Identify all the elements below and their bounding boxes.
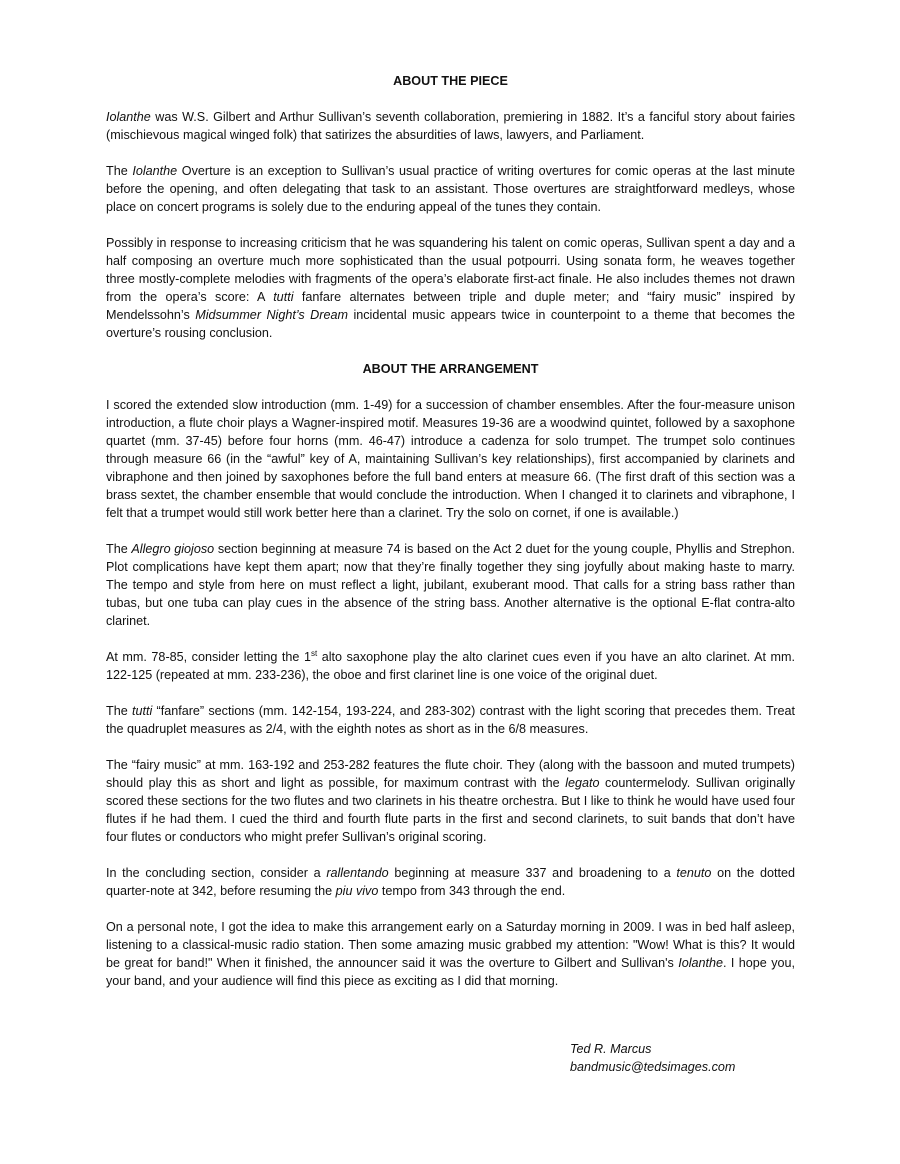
piece-paragraph-3: Possibly in response to increasing criticism that he was squandering his talent on comic operas, Sullivan spent a day and a half composing an overture much more sophisticated than the usual potpourri. Using sonata form, he weaves together three mostly-complete melodies with fragments of the opera’s elaborate first-act finale. He also includes themes not drawn from the opera’s score: A tutti fanfare alternates between triple and duple meter; and “fairy music” inspired by Mendelssohn’s Midsummer Night’s Dream incidental music appears twice in counterpoint to a theme that becomes the overture’s rousing conclusion. <box>106 236 795 340</box>
arrangement-paragraph-4: The tutti “fanfare” sections (mm. 142-154, 193-224, and 283-302) contrast with the light scoring that precedes them. Treat the quadruplet measures as 2/4, with the eighth notes as short as in the 6/8 measures. <box>106 704 795 736</box>
opera-title: Iolanthe <box>106 110 151 124</box>
opera-title: Iolanthe <box>132 164 178 178</box>
opera-title: Iolanthe <box>678 956 724 970</box>
document-page <box>106 72 795 1008</box>
italic-term: tutti <box>131 704 153 718</box>
about-piece-heading: ABOUT THE PIECE <box>393 74 508 88</box>
about-arrangement-heading: ABOUT THE ARRANGEMENT <box>362 362 539 376</box>
italic-term: tenuto <box>676 866 712 880</box>
piece-paragraph-1: Iolanthe was W.S. Gilbert and Arthur Sullivan’s seventh collaboration, premiering in 1882. It’s a fanciful story about fairies (mischievous magical winged folk) that satirizes the absurdities of laws, lawyers, and Parliament. <box>106 110 795 142</box>
italic-term: legato <box>565 776 600 790</box>
arrangement-paragraph-7: On a personal note, I got the idea to make this arrangement early on a Saturday morning in 2009. I was in bed half asleep, listening to a classical-music radio station. Then some amazing music grabbed my attention: "Wow! What is this? It would be great for band!" When it finished, the announcer said it was the overture to Gilbert and Sullivan's Iolanthe. I hope you, your band, and your audience will find this piece as exciting as I did that morning. <box>106 920 795 988</box>
arrangement-paragraph-2: The Allegro giojoso section beginning at measure 74 is based on the Act 2 duet for the young couple, Phyllis and Strephon. Plot complications have kept them apart; now that they’re finally together they sing joyfully about making haste to marry. The tempo and style from here on must reflect a light, jubilant, exuberant mood. That calls for a string bass rather than tubas, but one tuba can play cues in the absence of the string bass. Another alternative is the optional E-flat contra-alto clarinet. <box>106 542 795 628</box>
piece-paragraph-2: The Iolanthe Overture is an exception to Sullivan’s usual practice of writing overtures for comic operas at the last minute before the opening, and often delegating that task to an assistant. Those overtures are straightforward medleys, whose place on concert programs is solely due to the enduring appeal of the tunes they contain. <box>106 164 795 214</box>
signature-block <box>570 1040 735 1076</box>
work-title: Midsummer Night’s Dream <box>195 308 348 322</box>
italic-term: piu vivo <box>335 884 379 898</box>
arrangement-paragraph-6: In the concluding section, consider a rallentando beginning at measure 337 and broadening to a tenuto on the dotted quarter-note at 342, before resuming the piu vivo tempo from 343 through the end. <box>106 866 796 898</box>
ordinal-superscript: st <box>310 648 318 658</box>
arrangement-paragraph-1: I scored the extended slow introduction (mm. 1-49) for a succession of chamber ensembles. After the four-measure unison introduction, a flute choir plays a Wagner-inspired motif. Measures 19-36 are a woodwind quintet, followed by a saxophone quartet (mm. 37-45) before four horns (mm. 46-47) introduce a cadenza for solo trumpet. The trumpet solo continues through measure 66 (in the “awful” key of A, maintaining Sullivan’s key relationships), first accompanied by clarinets and vibraphone and then joined by saxophones before the full band enters at measure 66. (The first draft of this section was a brass sextet, the chamber ensemble that would conclude the introduction. When I changed it to clarinets and vibraphone, I felt that a trumpet would still work better here than a clarinet. Try the solo on cornet, if one is available.) <box>106 398 795 520</box>
italic-term: rallentando <box>326 866 389 880</box>
tempo-marking: Allegro giojoso <box>131 542 215 556</box>
arrangement-paragraph-3: At mm. 78-85, consider letting the 1st alto saxophone play the alto clarinet cues even if you have an alto clarinet. At mm. 122-125 (repeated at mm. 233-236), the oboe and first clarinet line is one voice of the original duet. <box>106 648 795 682</box>
italic-term: tutti <box>273 290 294 304</box>
arrangement-paragraph-5: The “fairy music” at mm. 163-192 and 253-282 features the flute choir. They (along with the bassoon and muted trumpets) should play this as short and light as possible, for maximum contrast with the legato countermelody. Sullivan originally scored these sections for the two flutes and two clarinets in his theatre orchestra. But I like to think he would have used four flutes if he had them. I cued the third and fourth flute parts in the first and second clarinets, to suit bands that don’t have four flutes or conductors who might prefer Sullivan’s original scoring. <box>106 758 795 844</box>
author-email: bandmusic@tedsimages.com <box>570 1060 736 1074</box>
author-name: Ted R. Marcus <box>570 1042 652 1056</box>
